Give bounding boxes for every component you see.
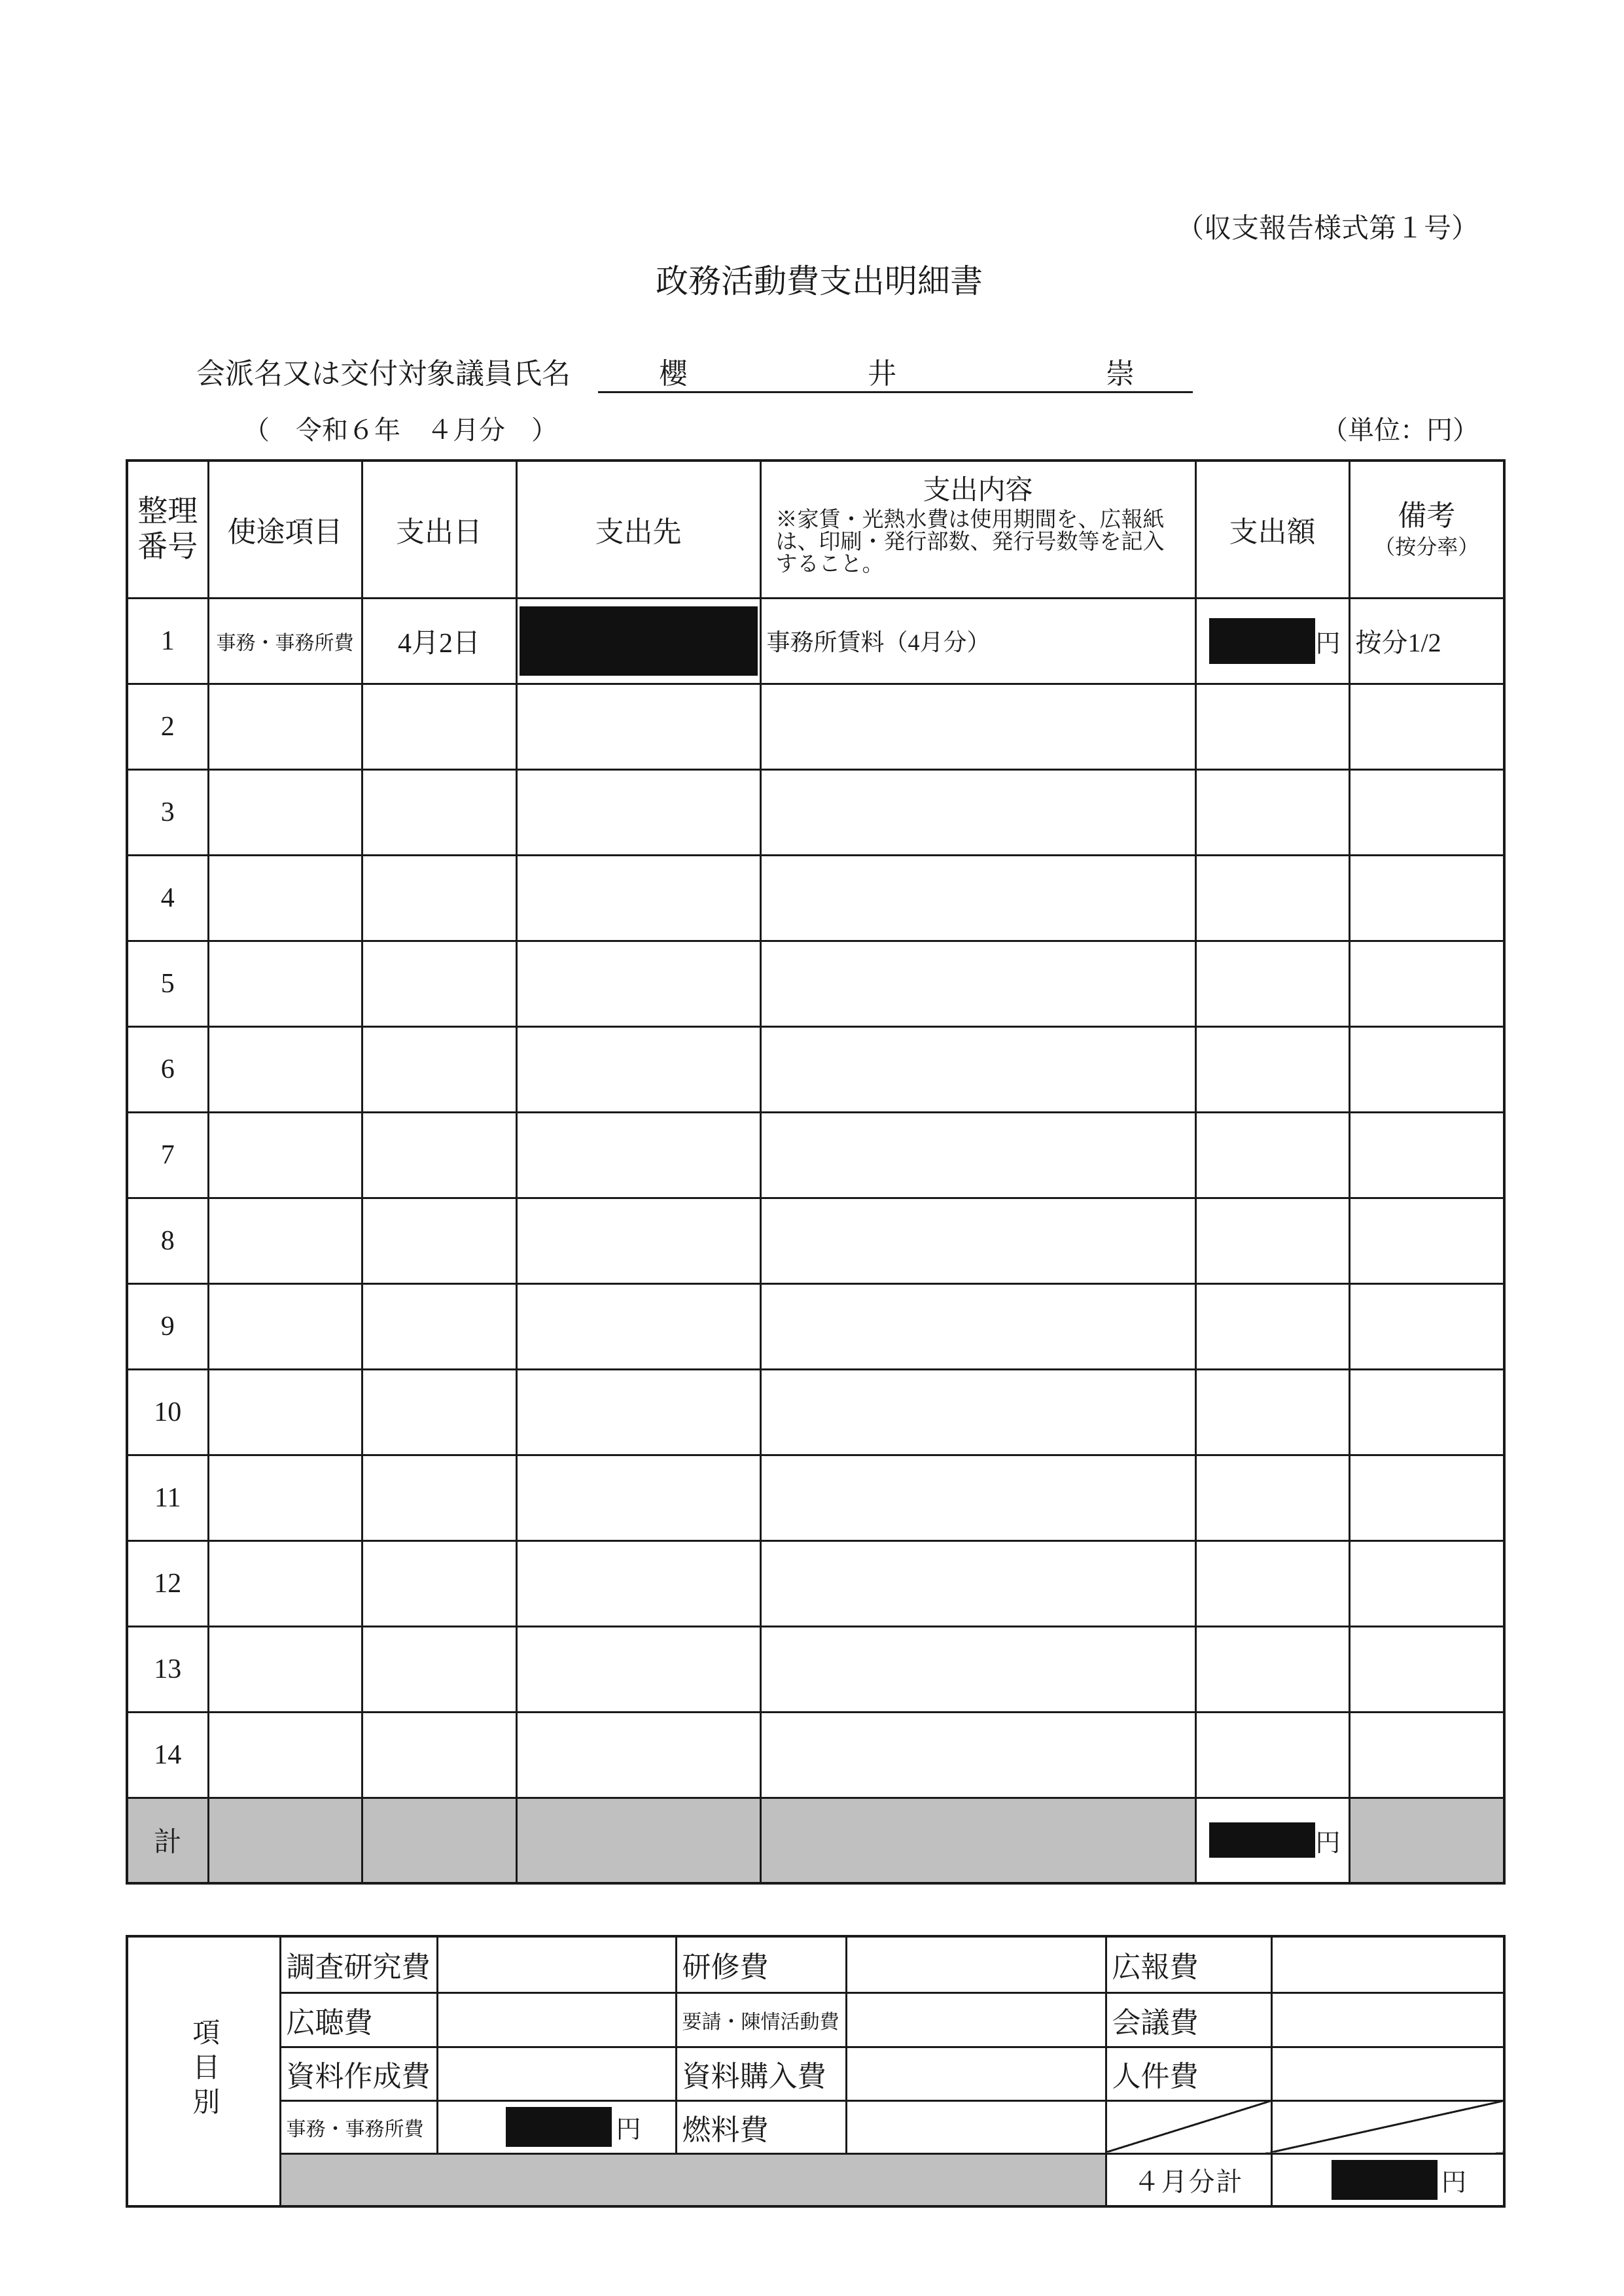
purpose-cell	[208, 1712, 362, 1798]
row-number: 8	[127, 1198, 208, 1283]
category-label: 調査研究費	[280, 1936, 437, 1992]
date-cell	[362, 855, 516, 941]
redaction-box	[520, 606, 758, 676]
monthly-total-amount-cell	[1271, 2153, 1504, 2206]
table-row	[127, 1283, 1504, 1369]
header-content	[760, 461, 1195, 598]
shaded-cell	[280, 2153, 1106, 2206]
amount-cell	[1195, 598, 1349, 684]
row-number: 2	[127, 684, 208, 769]
content-cell	[760, 1712, 1195, 1798]
category-label: 資料購入費	[676, 2047, 846, 2100]
remarks-cell	[1349, 684, 1504, 769]
redaction-box	[1209, 618, 1315, 664]
remarks-cell	[1349, 855, 1504, 941]
table-row	[127, 1026, 1504, 1112]
category-label: 事務・事務所費	[280, 2100, 437, 2153]
header-remarks-title: 備考	[1398, 500, 1456, 532]
category-amount-cell	[846, 1936, 1106, 1992]
payee-cell	[516, 598, 760, 684]
amount-cell	[1195, 684, 1349, 769]
category-label: 広聴費	[280, 1992, 437, 2047]
content-cell	[760, 1540, 1195, 1626]
purpose-cell	[208, 1112, 362, 1198]
payee-cell	[516, 1626, 760, 1712]
row-number: 6	[127, 1026, 208, 1112]
total-row	[127, 1798, 1504, 1883]
member-name-label: 会派名又は交付対象議員氏名	[196, 358, 571, 390]
category-breakdown-table	[126, 1935, 1506, 2208]
purpose-cell	[208, 1455, 362, 1540]
shaded-cell	[362, 1798, 516, 1883]
header-content-note: ※家賃・光熱水費は使用期間を、広報紙は、印刷・発行部数、発行号数等を記入すること。	[775, 508, 1165, 576]
remarks-cell	[1349, 1112, 1504, 1198]
category-label: 会議費	[1106, 1992, 1271, 2047]
table-row	[127, 769, 1504, 855]
content-cell: 事務所賃料（4月分）	[760, 598, 1195, 684]
remarks-cell	[1349, 1369, 1504, 1455]
category-label: 資料作成費	[280, 2047, 437, 2100]
date-cell	[362, 1112, 516, 1198]
form-number: （収支報告様式第１号）	[1176, 214, 1479, 244]
category-amount-cell	[1271, 2047, 1504, 2100]
content-cell	[760, 1626, 1195, 1712]
amount-cell	[1195, 1712, 1349, 1798]
diagonal-slash-cell	[1106, 2100, 1271, 2153]
table-row	[127, 598, 1504, 684]
amount-cell	[1195, 1626, 1349, 1712]
table-row	[127, 1198, 1504, 1283]
payee-cell	[516, 769, 760, 855]
remarks-cell	[1349, 941, 1504, 1026]
category-row	[127, 1992, 1504, 2047]
header-date: 支出日	[362, 461, 516, 598]
payee-cell	[516, 941, 760, 1026]
monthly-total-label: ４月分計	[1106, 2153, 1271, 2206]
payee-cell	[516, 855, 760, 941]
row-number: 3	[127, 769, 208, 855]
date-cell	[362, 684, 516, 769]
content-cell	[760, 1283, 1195, 1369]
header-purpose: 使途項目	[208, 461, 362, 598]
payee-cell	[516, 1369, 760, 1455]
header-number-line: 整理	[137, 495, 198, 529]
row-number: 5	[127, 941, 208, 1026]
diagonal-slash-cell	[1271, 2100, 1504, 2153]
payee-cell	[516, 1540, 760, 1626]
amount-cell	[1195, 1455, 1349, 1540]
row-number: 13	[127, 1626, 208, 1712]
table-row	[127, 1455, 1504, 1540]
table-row	[127, 1712, 1504, 1798]
payee-cell	[516, 1198, 760, 1283]
content-cell	[760, 1455, 1195, 1540]
purpose-cell	[208, 1626, 362, 1712]
category-amount-cell	[1271, 1936, 1504, 1992]
amount-cell	[1195, 1112, 1349, 1198]
header-number	[127, 461, 208, 598]
header-remarks-note: （按分率）	[1374, 535, 1479, 559]
header-amount: 支出額	[1195, 461, 1349, 598]
header-payee: 支出先	[516, 461, 760, 598]
table-row	[127, 1540, 1504, 1626]
member-name-part: 崇	[1106, 358, 1135, 390]
content-cell	[760, 1112, 1195, 1198]
redaction-box	[1332, 2160, 1438, 2200]
row-number: 10	[127, 1369, 208, 1455]
category-row	[127, 2153, 1504, 2206]
total-amount-cell	[1195, 1798, 1349, 1883]
amount-cell	[1195, 1283, 1349, 1369]
content-cell	[760, 1198, 1195, 1283]
shaded-cell	[1349, 1798, 1504, 1883]
member-name-part: 櫻	[659, 358, 688, 390]
remarks-cell	[1349, 1540, 1504, 1626]
remarks-cell	[1349, 1455, 1504, 1540]
date-cell	[362, 941, 516, 1026]
table-row	[127, 684, 1504, 769]
payee-cell	[516, 1455, 760, 1540]
header-remarks	[1349, 461, 1504, 598]
yen-unit: 円	[1441, 2168, 1466, 2197]
shaded-cell	[208, 1798, 362, 1883]
category-row	[127, 2047, 1504, 2100]
content-cell	[760, 1026, 1195, 1112]
purpose-cell	[208, 941, 362, 1026]
category-amount-cell	[846, 2047, 1106, 2100]
date-cell	[362, 1455, 516, 1540]
purpose-cell	[208, 1369, 362, 1455]
payee-cell	[516, 1712, 760, 1798]
category-label: 広報費	[1106, 1936, 1271, 1992]
currency-unit: （単位：円）	[1322, 415, 1479, 445]
side-label: 項目別	[188, 2017, 219, 2122]
amount-cell	[1195, 1026, 1349, 1112]
category-amount-cell	[437, 1992, 676, 2047]
document-title: 政務活動費支出明細書	[656, 263, 983, 300]
reporting-period: （ 令和６年 ４月分 ）	[243, 415, 557, 445]
name-underline	[598, 391, 1193, 393]
row-number: 4	[127, 855, 208, 941]
redaction-box	[506, 2107, 612, 2147]
category-amount-cell	[846, 2100, 1106, 2153]
purpose-cell	[208, 684, 362, 769]
yen-unit: 円	[616, 2116, 641, 2144]
purpose-cell	[208, 1026, 362, 1112]
amount-cell	[1195, 1540, 1349, 1626]
yen-unit: 円	[1315, 630, 1341, 657]
category-label: 要請・陳情活動費	[676, 1992, 846, 2047]
category-label: 人件費	[1106, 2047, 1271, 2100]
header-content-title: 支出内容	[923, 476, 1033, 506]
content-cell	[760, 769, 1195, 855]
redaction-box	[1209, 1822, 1315, 1858]
category-label: 燃料費	[676, 2100, 846, 2153]
row-number: 11	[127, 1455, 208, 1540]
payee-cell	[516, 1112, 760, 1198]
category-amount-cell	[437, 2100, 676, 2153]
remarks-cell	[1349, 1026, 1504, 1112]
amount-cell	[1195, 769, 1349, 855]
amount-cell	[1195, 1369, 1349, 1455]
content-cell	[760, 941, 1195, 1026]
amount-cell	[1195, 1198, 1349, 1283]
purpose-cell	[208, 1198, 362, 1283]
member-name-part: 井	[868, 358, 896, 390]
purpose-cell: 事務・事務所費	[208, 598, 362, 684]
category-amount-cell	[846, 1992, 1106, 2047]
category-amount-cell	[437, 2047, 676, 2100]
category-amount-cell	[1271, 1992, 1504, 2047]
amount-cell	[1195, 941, 1349, 1026]
table-row	[127, 1112, 1504, 1198]
purpose-cell	[208, 855, 362, 941]
header-row	[127, 461, 1504, 598]
purpose-cell	[208, 1283, 362, 1369]
date-cell	[362, 1283, 516, 1369]
purpose-cell	[208, 1540, 362, 1626]
table-row	[127, 1626, 1504, 1712]
amount-cell	[1195, 855, 1349, 941]
remarks-cell: 按分1/2	[1349, 598, 1504, 684]
remarks-cell	[1349, 1198, 1504, 1283]
payee-cell	[516, 1026, 760, 1112]
expense-table	[126, 459, 1506, 1885]
date-cell	[362, 1198, 516, 1283]
date-cell	[362, 769, 516, 855]
row-number: 1	[127, 598, 208, 684]
row-number: 7	[127, 1112, 208, 1198]
remarks-cell	[1349, 1283, 1504, 1369]
row-number: 12	[127, 1540, 208, 1626]
remarks-cell	[1349, 769, 1504, 855]
remarks-cell	[1349, 1626, 1504, 1712]
row-number: 14	[127, 1712, 208, 1798]
header-number-line: 番号	[137, 530, 198, 564]
date-cell	[362, 1369, 516, 1455]
category-amount-cell	[437, 1936, 676, 1992]
purpose-cell	[208, 769, 362, 855]
date-cell	[362, 1626, 516, 1712]
category-row	[127, 1936, 1504, 1992]
date-cell: 4月2日	[362, 598, 516, 684]
table-row	[127, 1369, 1504, 1455]
payee-cell	[516, 1283, 760, 1369]
total-label: 計	[127, 1798, 208, 1883]
remarks-cell	[1349, 1712, 1504, 1798]
payee-cell	[516, 684, 760, 769]
shaded-cell	[760, 1798, 1195, 1883]
date-cell	[362, 1026, 516, 1112]
category-row	[127, 2100, 1504, 2153]
date-cell	[362, 1540, 516, 1626]
date-cell	[362, 1712, 516, 1798]
table-row	[127, 941, 1504, 1026]
table-row	[127, 855, 1504, 941]
side-label-cell	[127, 1936, 280, 2206]
yen-unit: 円	[1315, 1829, 1341, 1857]
category-label: 研修費	[676, 1936, 846, 1992]
row-number: 9	[127, 1283, 208, 1369]
content-cell	[760, 855, 1195, 941]
content-cell	[760, 1369, 1195, 1455]
shaded-cell	[516, 1798, 760, 1883]
content-cell	[760, 684, 1195, 769]
